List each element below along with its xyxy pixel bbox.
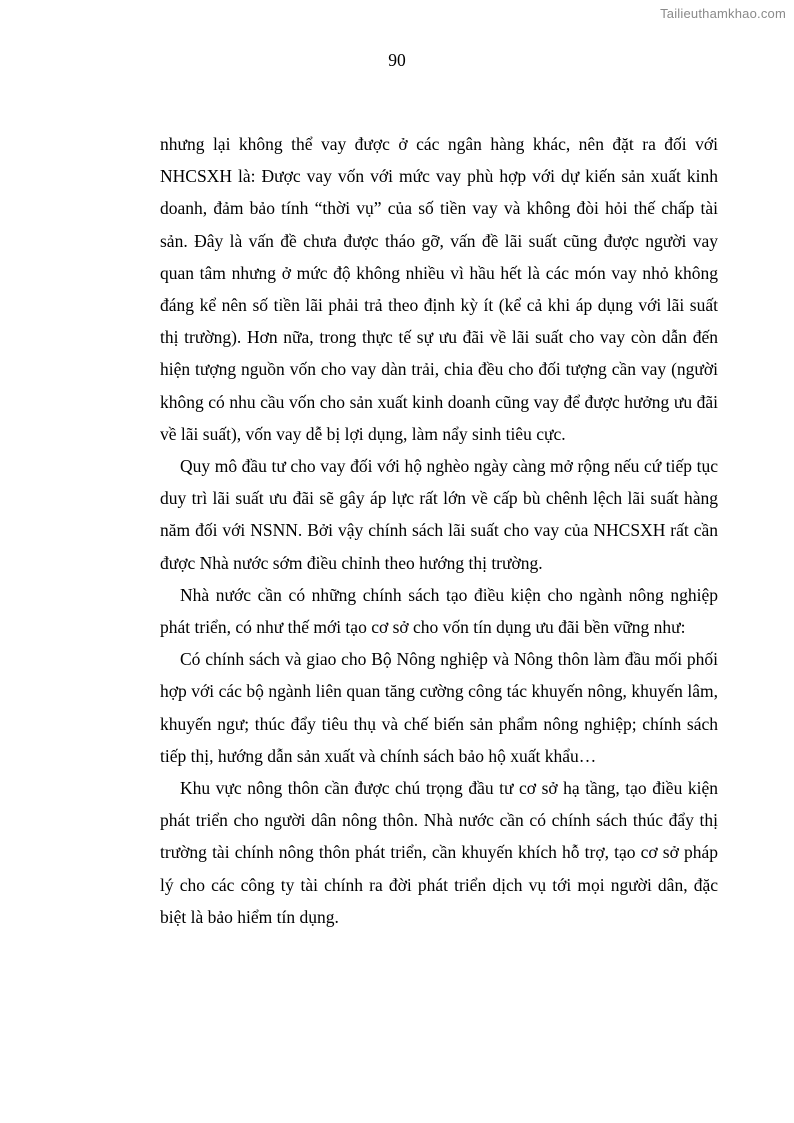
watermark: Tailieuthamkhao.com [660,6,786,21]
paragraph-agriculture-policy: Nhà nước cần có những chính sách tạo điều kiện cho ngành nông nghiệp phát triển, có như thế mới tạo cơ sở cho vốn tín dụng ưu đãi bền vững như: [160,584,718,638]
paragraph-ministry-coordination: Có chính sách và giao cho Bộ Nông nghiệp và Nông thôn làm đầu mối phối hợp với các bộ ngành liên quan tăng cường công tác khuyến nông, khuyến lâm, khuyến ngư; thúc đẩy tiêu thụ và chế biến sản phẩm nông nghiệp; chính sách tiếp thị, hướng dẫn sản xuất và chính sách bảo hộ xuất khẩu… [160,649,718,766]
paragraph-interest-rate-scale: Quy mô đầu tư cho vay đối với hộ nghèo ngày càng mở rộng nếu cứ tiếp tục duy trì lãi suất ưu đãi sẽ gây áp lực rất lớn về cấp bù chênh lệch lãi suất hàng năm đối với NSNN. Bởi vậy chính sách lãi suất cho vay của NHCSXH rất cần được Nhà nước sớm điều chỉnh theo hướng thị trường. [160,456,718,573]
paragraph-rural-infrastructure: Khu vực nông thôn cần được chú trọng đầu tư cơ sở hạ tầng, tạo điều kiện phát triển cho người dân nông thôn. Nhà nước cần có chính sách thúc đẩy thị trường tài chính nông thôn phát triển, cần khuyến khích hỗ trợ, tạo cơ sở pháp lý cho các công ty tài chính ra đời phát triển dịch vụ tới mọi người dân, đặc biệt là bảo hiểm tín dụng. [160,778,718,927]
page-number: 90 [388,50,406,70]
paragraph-continuation: nhưng lại không thể vay được ở các ngân hàng khác, nên đặt ra đối với NHCSXH là: Được vay vốn với mức vay phù hợp với dự kiến sản xuất kinh doanh, đảm bảo tính “thời vụ” của số tiền vay và không đòi hỏi thế chấp tài sản. Đây là vấn đề chưa được tháo gỡ, vấn đề lãi suất cũng được người vay quan tâm nhưng ở mức độ không nhiều vì hầu hết là các món vay nhỏ không đáng kể nên số tiền lãi phải trả theo định kỳ ít (kể cả khi áp dụng với lãi suất thị trường). Hơn nữa, trong thực tế sự ưu đãi về lãi suất cho vay còn dẫn đến hiện tượng nguồn vốn cho vay dàn trải, chia đều cho đối tượng cần vay (người không có nhu cầu vốn cho sản xuất kinh doanh cũng vay để được hưởng ưu đãi về lãi suất), vốn vay dễ bị lợi dụng, làm nẩy sinh tiêu cực. [160,134,718,444]
document-body [160,128,718,933]
